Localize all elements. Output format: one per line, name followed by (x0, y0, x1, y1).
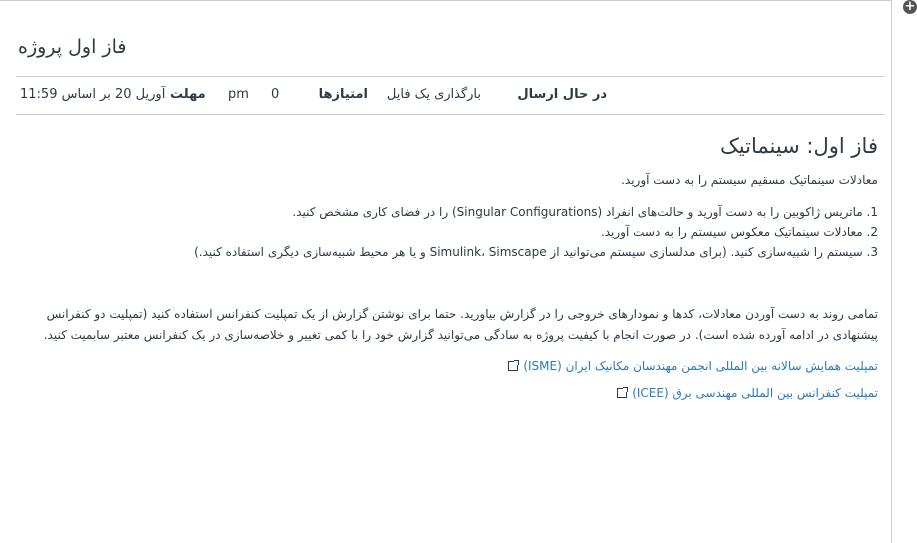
submission-type-value: بارگذاری یک فایل (386, 87, 481, 102)
intro-text: معادلات سینماتیک مسقیم سیستم را به دست آورید. (621, 173, 878, 187)
assignment-details (16, 78, 884, 114)
assignment-description (16, 128, 878, 403)
due-value: آوریل 20 بر اساس 11:59 (20, 87, 166, 102)
points-value: 0 (271, 87, 280, 102)
status-value: در حال ارسال (517, 87, 607, 102)
external-link-icon (617, 388, 627, 398)
link-label: تمپلیت کنفرانس بین المللی مهندسی برق (ICEE) (632, 386, 878, 400)
add-icon[interactable]: + (904, 0, 916, 14)
task-list (16, 202, 878, 262)
due-label: مهلت (170, 87, 206, 102)
divider (16, 114, 884, 115)
divider (16, 76, 884, 77)
isme-template-link[interactable] (16, 356, 878, 376)
due-suffix: pm (228, 87, 249, 102)
content-heading: فاز اول: سینماتیک (719, 134, 878, 158)
list-item: 2. معادلات سینماتیک معکوس سیستم را به دست آورید. (600, 225, 878, 239)
report-paragraph: تمامی روند به دست آوردن معادلات، کدها و نمودارهای خروجی را در گزارش بیاورید. حتما برای نوشتن گزارش از یک تمپلیت کنفرانس استفاده کنید (تمپلیت دو کنفرانس پیشنهادی در ادامه آورده شده است). در صورت انجام با کیفیت پروژه به سادگی می‌توانید گزارش خود را با کمی تغییر و خلاصه‌سازی در یک کنفرانس معتبر سابمیت کنید. (43, 307, 878, 342)
external-link-icon (508, 361, 518, 371)
page-title: فاز اول پروژه (18, 36, 127, 58)
link-label: تمپلیت همایش سالانه بین المللی انجمن مهندسان مکانیک ایران (ISME) (523, 359, 878, 373)
list-item: 3. سیستم را شبیه‌سازی کنید. (برای مدلسازی سیستم می‌توانید از Simulink، Simscape و یا هر محیط شبیه‌سازی دیگری استفاده کنید.) (194, 245, 878, 259)
icee-template-link[interactable] (16, 383, 878, 403)
points-label: امتیازها (318, 87, 368, 102)
list-item: 1. ماتریس ژاکوبین را به دست آورید و حالت‌های انفراد (Singular Configurations) را در فضای کاری مشخص کنید. (292, 205, 878, 219)
